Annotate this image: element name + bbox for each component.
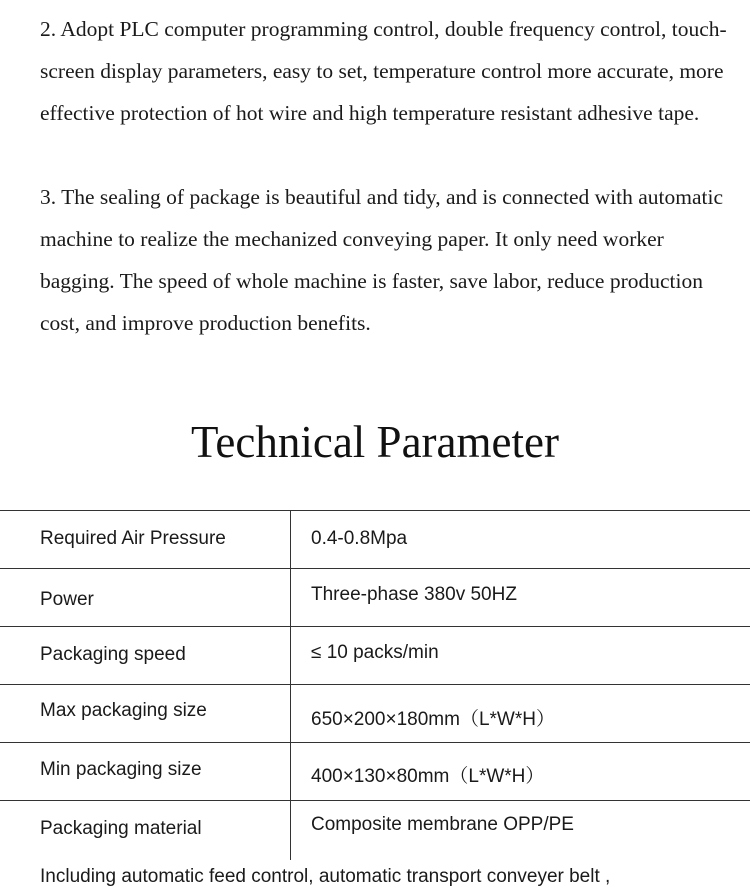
row-value: 400×130×80mm（L*W*H） [311,766,545,787]
row-value: Three-phase 380v 50HZ [311,584,517,605]
row-label: Power [40,589,94,610]
row-label: Packaging speed [40,644,186,665]
table-row-max-size [0,685,750,743]
parameter-table [0,510,750,858]
table-row-air-pressure [0,511,750,569]
row-label: Packaging material [40,818,202,839]
table-row-power [0,569,750,627]
paragraph-feature-3: 3. The sealing of package is beautiful and tidy, and is connected with automatic machine to realize the mechanized conveying paper. It only need worker bagging. The speed of whole machine is faster, save labor, reduce production cost, and improve production benefits. [40,185,724,335]
row-value: Composite membrane OPP/PE [311,814,574,835]
row-value: 0.4-0.8Mpa [311,528,408,549]
row-value: ≤ 10 packs/min [311,642,439,663]
section-title: Technical Parameter [191,417,559,467]
footer-text: Including automatic feed control, automatic transport conveyer belt , [40,866,611,887]
table-row-min-size [0,743,750,801]
row-value: 650×200×180mm（L*W*H） [311,709,555,730]
row-label: Min packaging size [40,759,202,780]
row-label: Required Air Pressure [40,528,226,549]
table-row-material [0,801,750,858]
row-label: Max packaging size [40,700,207,721]
table-row-packaging-speed [0,627,750,685]
table-column-divider [290,510,291,860]
paragraph-feature-2: 2. Adopt PLC computer programming control, double frequency control, touch-screen display parameters, easy to set, temperature control more accurate, more effective protection of hot wire and high temperature resistant adhesive tape. [40,17,727,125]
